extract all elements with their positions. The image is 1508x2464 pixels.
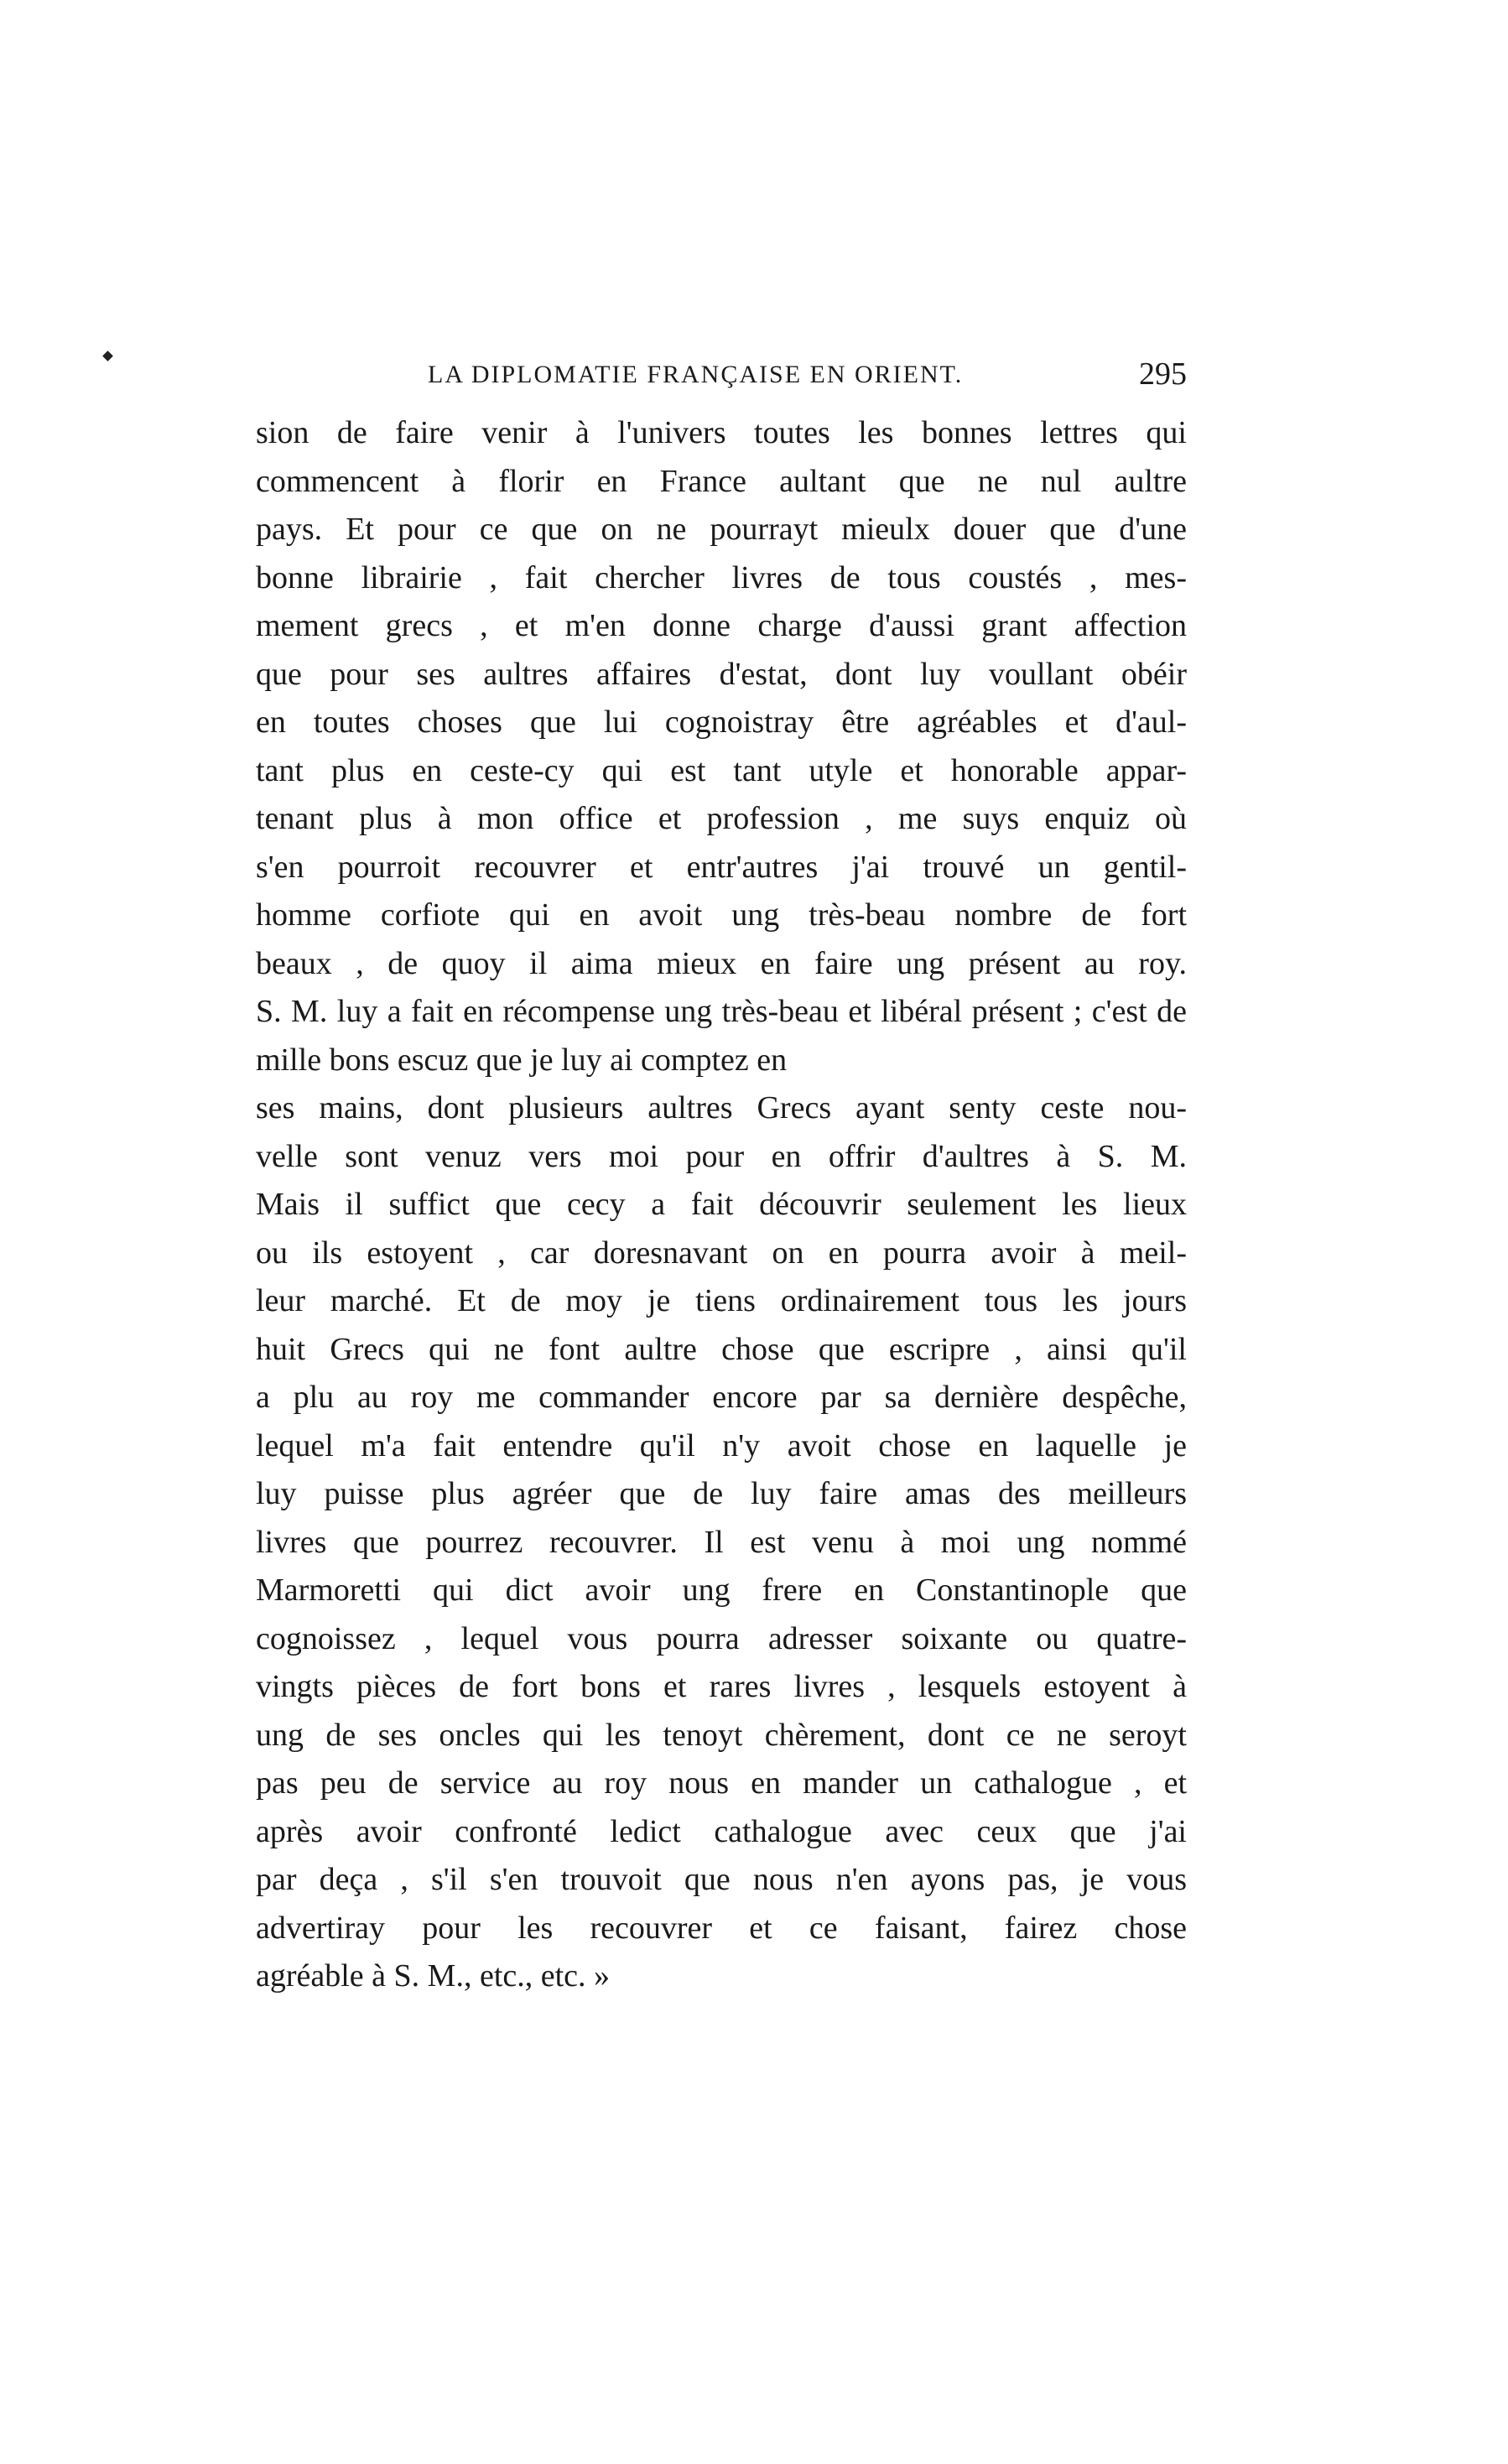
text-line: tenant plus à mon office et profession , me suys enquiz où <box>256 801 1187 836</box>
text-line: que pour ses aultres affaires d'estat, dont luy voullant obéir <box>256 656 1187 692</box>
text-line: s'en pourroit recouvrer et entr'autres j'ai trouvé un gentil- <box>256 849 1187 885</box>
text-line: commencent à florir en France aultant que ne nul aultre <box>256 463 1187 499</box>
text-line: cognoissez , lequel vous pourra adresser soixante ou quatre- <box>256 1620 1187 1656</box>
text-line: Mais il suffict que cecy a fait découvrir seulement les lieux <box>256 1187 1187 1222</box>
text-line: bonne librairie , fait chercher livres de tous coustés , mes- <box>256 559 1187 595</box>
text-line: luy puisse plus agréer que de luy faire amas des meilleurs <box>256 1476 1187 1511</box>
body-text <box>256 409 1187 2001</box>
text-line: sion de faire venir à l'univers toutes les bonnes lettres qui <box>256 415 1187 450</box>
running-head <box>256 352 1187 403</box>
text-line: par deça , s'il s'en trouvoit que nous n'en ayons pas, je vous <box>256 1862 1187 1897</box>
text-line: pas peu de service au roy nous en mander un cathalogue , et <box>256 1765 1187 1801</box>
text-line: velle sont venuz vers moi pour en offrir d'aultres à S. M. <box>256 1138 1187 1174</box>
text-line: ou ils estoyent , car doresnavant on en pourra avoir à meil- <box>256 1235 1187 1271</box>
text-line: beaux , de quoy il aima mieux en faire ung présent au roy. <box>256 945 1187 981</box>
text-line: a plu au roy me commander encore par sa dernière despêche, <box>256 1380 1187 1415</box>
text-line: tant plus en ceste-cy qui est tant utyle et honorable appar- <box>256 752 1187 788</box>
text-line: après avoir confronté ledict cathalogue avec ceux que j'ai <box>256 1813 1187 1849</box>
page-number: 295 <box>1139 356 1187 392</box>
text-line: livres que pourrez recouvrer. Il est venu à moi ung nommé <box>256 1524 1187 1560</box>
text-line: ses mains, dont plusieurs aultres Grecs ayant senty ceste nou- <box>256 1090 1187 1125</box>
text-line: S. M. luy a fait en récompense ung très-beau et libéral présent ; c'est de mille bons escuz que je luy ai comptez en <box>256 994 1187 1078</box>
page-blemish <box>102 351 113 361</box>
text-line: agréable à S. M., etc., etc. » <box>256 1958 611 1994</box>
text-line: lequel m'a fait entendre qu'il n'y avoit chose en laquelle je <box>256 1427 1187 1463</box>
text-line: huit Grecs qui ne font aultre chose que escripre , ainsi qu'il <box>256 1331 1187 1367</box>
text-line: homme corfiote qui en avoit ung très-beau nombre de fort <box>256 897 1187 933</box>
text-line: Marmoretti qui dict avoir ung frere en Constantinople que <box>256 1572 1187 1608</box>
text-line: ung de ses oncles qui les tenoyt chèrement, dont ce ne seroyt <box>256 1717 1187 1753</box>
text-line: mement grecs , et m'en donne charge d'aussi grant affection <box>256 608 1187 643</box>
text-line: pays. Et pour ce que on ne pourrayt mieulx douer que d'une <box>256 512 1187 547</box>
text-line: en toutes choses que lui cognoistray être agréables et d'aul- <box>256 704 1187 740</box>
text-line: advertiray pour les recouvrer et ce faisant, fairez chose <box>256 1910 1187 1946</box>
running-title: LA DIPLOMATIE FRANÇAISE EN ORIENT. <box>428 361 964 388</box>
text-line: leur marché. Et de moy je tiens ordinairement tous les jours <box>256 1283 1187 1318</box>
text-line: vingts pièces de fort bons et rares livres , lesquels estoyent à <box>256 1669 1187 1704</box>
